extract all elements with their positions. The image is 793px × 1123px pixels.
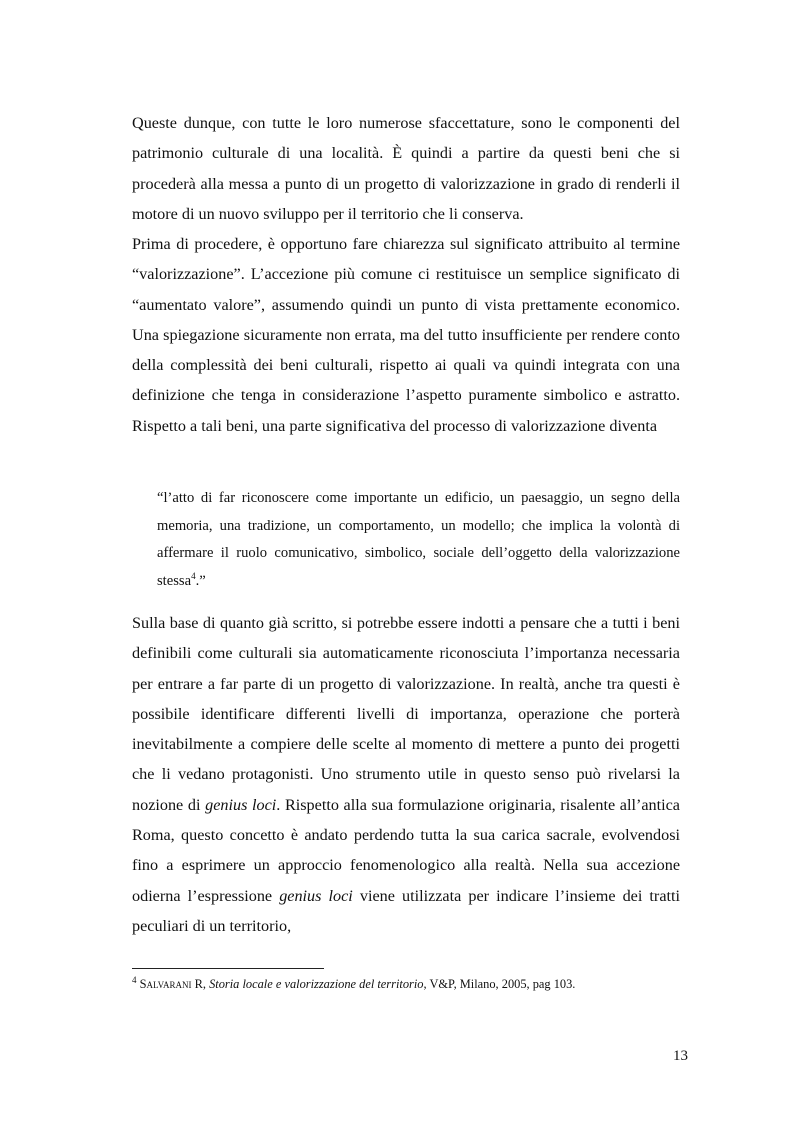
paragraph-3-part-2: . Rispetto alla sua formulazione originaria, risalente all’antica Roma, questo concetto è andato perdendo tutta la sua carica sacrale, evolvendosi fino a esprimere un approccio fenomenologico alla realtà. Nella sua accezione odierna l’espressione [132, 795, 680, 905]
page-number: 13 [673, 1048, 688, 1064]
footnote-number: 4 [132, 974, 137, 985]
paragraph-2: Prima di procedere, è opportuno fare chiarezza sul significato attribuito al termine “valorizzazione”. L’accezione più comune ci restituisce un semplice significato di “aumentato valore”, assumendo quindi un punto di vista prettamente economico. Una spiegazione sicuramente non errata, ma del tutto insufficiente per rendere conto della complessità dei beni culturali, rispetto ai quali va quindi integrata con una definizione che tenga in considerazione l’aspetto puramente simbolico e astratto. Rispetto a tali beni, una parte significativa del processo di valorizzazione diventa [132, 235, 680, 435]
footnote-author: Salvarani [139, 977, 192, 991]
paragraph-3-part-3: viene utilizzata per indicare l’insieme dei tratti peculiari di un territorio, [132, 886, 680, 935]
footnote-author-initial: R, [191, 977, 210, 991]
footnote [132, 976, 680, 992]
paragraph-3-part-1: Sulla base di quanto già scritto, si potrebbe essere indotti a pensare che a tutti i beni definibili come culturali sia automaticamente riconosciuta l’importanza necessaria per entrare a far parte di un progetto di valorizzazione. In realtà, anche tra questi è possibile identificare differenti livelli di importanza, operazione che porterà inevitabilmente a compiere delle scelte al momento di mettere a punto dei progetti che li vedano protagonisti. Uno strumento utile in questo senso può rivelarsi la nozione di [132, 614, 680, 814]
term-genius-loci-2: genius loci [279, 886, 353, 905]
quote-text: “l’atto di far riconoscere come importante un edificio, un paesaggio, un segno della memoria, una tradizione, un comportamento, un modello; che implica la volontà di affermare il ruolo comunicativo, simbolico, sociale dell’oggetto della valorizzazione stessa [157, 490, 680, 589]
footnote-divider [132, 968, 324, 969]
term-genius-loci: genius loci [205, 795, 277, 814]
quote-closing: .” [195, 572, 206, 589]
footnote-reference: 4 [191, 570, 196, 581]
footnote-title: Storia locale e valorizzazione del territorio [209, 977, 424, 991]
paragraph-1: Queste dunque, con tutte le loro numerose sfaccettature, sono le componenti del patrimonio culturale di una località. È quindi a partire da questi beni che si procederà alla messa a punto di un progetto di valorizzazione in grado di renderli il motore di un nuovo sviluppo per il territorio che li conserva. [132, 114, 680, 223]
block-quote [157, 485, 680, 595]
footnote-publication: , V&P, Milano, 2005, pag 103. [423, 977, 576, 991]
paragraph-3 [132, 608, 680, 941]
